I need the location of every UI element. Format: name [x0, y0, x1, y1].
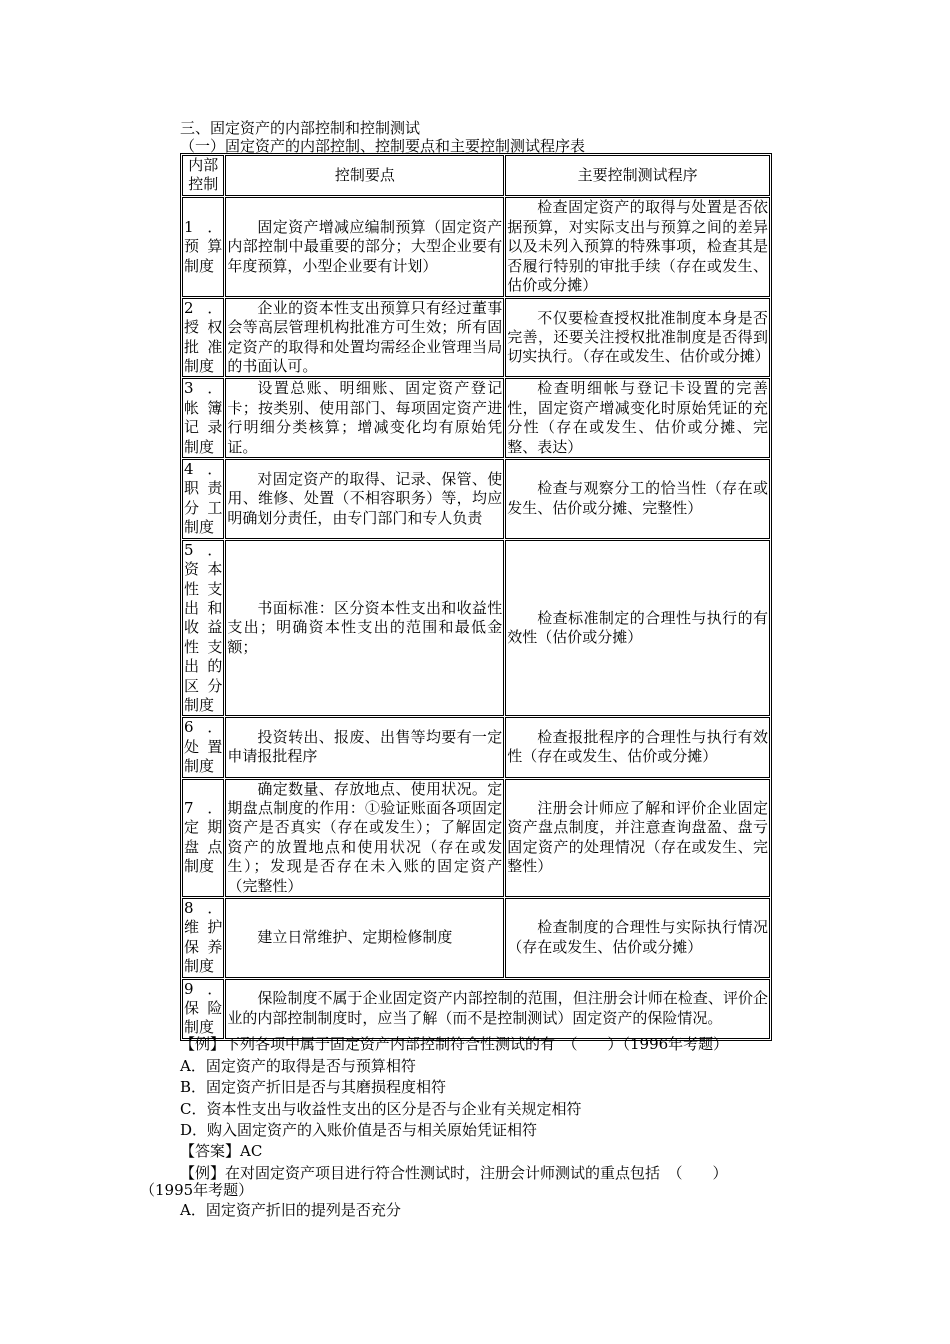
table-row — [182, 779, 770, 897]
internal-control-table — [180, 153, 772, 1041]
row-test: 不仅要检查授权批准制度本身是否完善，还要关注授权批准制度是否得到切实执行。（存在或发生、估价或分摊） — [505, 298, 770, 378]
row-test: 检查固定资产的取得与处置是否依据预算，对实际支出与预算之间的差异以及未列入预算的特殊事项，检查其是否履行特别的审批手续（存在或发生、估价或分摊） — [505, 197, 770, 297]
table-row — [182, 540, 770, 717]
header-control-point: 控制要点 — [225, 155, 504, 196]
table-row — [182, 717, 770, 777]
table-row — [182, 979, 770, 1039]
section-title: 三、固定资产的内部控制和控制测试 — [180, 119, 421, 137]
table-row — [182, 459, 770, 539]
row-test: 检查报批程序的合理性与执行有效性（存在或发生、估价或分摊） — [505, 717, 770, 777]
row-control: 6．处置制度 — [182, 717, 224, 777]
table-row — [182, 298, 770, 378]
row-test: 检查与观察分工的恰当性（存在或发生、估价或分摊、完整性） — [505, 459, 770, 539]
row-control: 8．维护保养制度 — [182, 898, 224, 978]
row-control: 7．定期盘点制度 — [182, 779, 224, 897]
row-test: 检查制度的合理性与实际执行情况（存在或发生、估价或分摊） — [505, 898, 770, 978]
example1-question: 【例】下列各项中属于固定资产内部控制符合性测试的有 （ ）（1996年考题） — [180, 1035, 729, 1053]
row-point: 确定数量、存放地点、使用状况。定期盘点制度的作用：①验证账面各项固定资产是否真实（存在或发生）；了解固定资产的放置地点和使用状况（存在或发生）；发现是否存在未入账的固定资产（完整性） — [225, 779, 504, 897]
row-control: 4．职责分工制度 — [182, 459, 224, 539]
example1-option-a: A．固定资产的取得是否与预算相符 — [180, 1057, 416, 1075]
example1-answer: 【答案】AC — [180, 1142, 263, 1160]
header-internal-control: 内部控制 — [182, 155, 224, 196]
example2-question-line1: 【例】在对固定资产项目进行符合性测试时，注册会计师测试的重点包括 （ ） — [180, 1164, 728, 1182]
example1-option-d: D．购入固定资产的入账价值是否与相关原始凭证相符 — [180, 1121, 538, 1139]
row-test: 检查明细帐与登记卡设置的完善性，固定资产增减变化时原始凭证的充分性（存在或发生、估价或分摊、完整、表达） — [505, 378, 770, 458]
example1-option-c: C．资本性支出与收益性支出的区分是否与企业有关规定相符 — [180, 1100, 582, 1118]
example2-question-line2: （1995年考题） — [140, 1181, 254, 1199]
row-control: 3．帐簿记录制度 — [182, 378, 224, 458]
row-point: 企业的资本性支出预算只有经过董事会等高层管理机构批准方可生效；所有固定资产的取得和处置均需经企业管理当局的书面认可。 — [225, 298, 504, 378]
row-point: 设置总账、明细账、固定资产登记卡；按类别、使用部门、每项固定资产进行明细分类核算；增减变化均有原始凭证。 — [225, 378, 504, 458]
row-point: 保险制度不属于企业固定资产内部控制的范围，但注册会计师在检查、评价企业的内部控制制度时，应当了解（而不是控制测试）固定资产的保险情况。 — [225, 979, 770, 1039]
row-point: 书面标准：区分资本性支出和收益性支出；明确资本性支出的范围和最低金额； — [225, 540, 504, 717]
row-point: 投资转出、报废、出售等均要有一定申请报批程序 — [225, 717, 504, 777]
example1-option-b: B．固定资产折旧是否与其磨损程度相符 — [180, 1078, 447, 1096]
row-test: 检查标准制定的合理性与执行的有效性（估价或分摊） — [505, 540, 770, 717]
table-row — [182, 898, 770, 978]
example2-option-a: A．固定资产折旧的提列是否充分 — [180, 1201, 401, 1219]
row-control: 9．保险制度 — [182, 979, 224, 1039]
table-row — [182, 378, 770, 458]
row-control: 5．资本性支出和收益性支出的区分制度 — [182, 540, 224, 717]
table-header-row — [182, 155, 770, 196]
row-control: 2．授权批准制度 — [182, 298, 224, 378]
row-control: 1．预算制度 — [182, 197, 224, 297]
header-test-procedure: 主要控制测试程序 — [505, 155, 770, 196]
row-test: 注册会计师应了解和评价企业固定资产盘点制度，并注意查询盘盈、盘亏固定资产的处理情况（存在或发生、完整性） — [505, 779, 770, 897]
row-point: 固定资产增减应编制预算（固定资产内部控制中最重要的部分；大型企业要有年度预算，小型企业要有计划） — [225, 197, 504, 297]
table-caption: （一）固定资产的内部控制、控制要点和主要控制测试程序表 — [180, 137, 586, 155]
row-point: 建立日常维护、定期检修制度 — [225, 898, 504, 978]
table-row — [182, 197, 770, 297]
row-point: 对固定资产的取得、记录、保管、使用、维修、处置（不相容职务）等，均应明确划分责任，由专门部门和专人负责 — [225, 459, 504, 539]
